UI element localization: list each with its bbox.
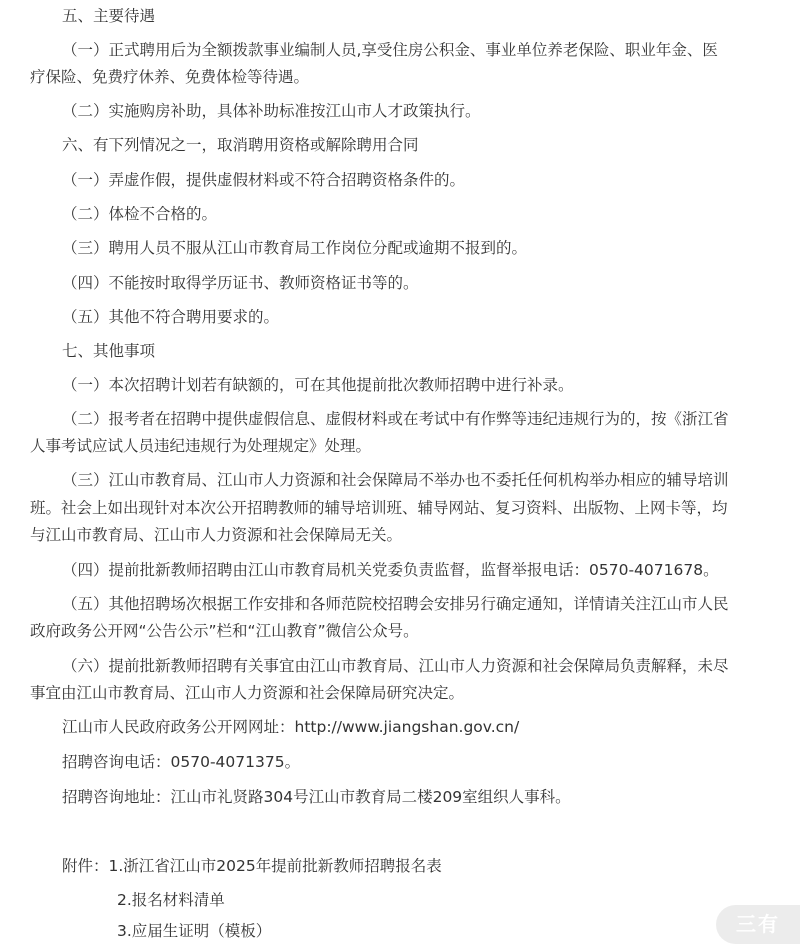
paragraph-line: 班。社会上如出现针对本次公开招聘教师的辅导培训班、辅导网站、复习资料、出版物、上网卡等，均 (30, 499, 728, 517)
attachment-link-3[interactable]: 3.应届生证明（模板） (117, 922, 272, 940)
section-heading-cancellation: 六、有下列情况之一，取消聘用资格或解除聘用合同 (62, 136, 419, 154)
paragraph-line: （四）不能按时取得学历证书、教师资格证书等的。 (62, 274, 419, 292)
paragraph-line: （二）体检不合格的。 (62, 205, 218, 223)
paragraph-line: （二）报考者在招聘中提供虚假信息、虚假材料或在考试中有作弊等违纪违规行为的，按《浙江省 (62, 410, 729, 428)
paragraph-line: （一）弄虚作假，提供虚假材料或不符合招聘资格条件的。 (62, 171, 466, 189)
paragraph-line: （四）提前批新教师招聘由江山市教育局机关党委负责监督，监督举报电话：0570-4071678。 (62, 561, 719, 579)
attachment-link-2[interactable]: 2.报名材料清单 (117, 891, 225, 909)
paragraph-line: （一）正式聘用后为全额拨款事业编制人员,享受住房公积金、事业单位养老保险、职业年金、医 (62, 41, 718, 59)
paragraph-line: 事宜由江山市教育局、江山市人力资源和社会保障局研究决定。 (30, 684, 465, 702)
paragraph-line: （三）江山市教育局、江山市人力资源和社会保障局不举办也不委托任何机构举办相应的辅导培训 (62, 471, 729, 489)
watermark-logo: 三有 (716, 905, 800, 944)
section-heading-other: 七、其他事项 (62, 342, 156, 360)
paragraph-line: （三）聘用人员不服从江山市教育局工作岗位分配或逾期不报到的。 (62, 239, 528, 257)
address-line: 招聘咨询地址：江山市礼贤路304号江山市教育局二楼209室组织人事科。 (62, 788, 571, 806)
section-heading-benefits: 五、主要待遇 (62, 7, 156, 25)
paragraph-line: （二）实施购房补助，具体补助标准按江山市人才政策执行。 (62, 102, 481, 120)
paragraph-line: （六）提前批新教师招聘有关事宜由江山市教育局、江山市人力资源和社会保障局负责解释，未尽 (62, 657, 729, 675)
paragraph-line: 政府政务公开网“公告公示”栏和“江山教育”微信公众号。 (30, 622, 419, 640)
paragraph-line: 人事考试应试人员违纪违规行为处理规定》处理。 (30, 437, 372, 455)
paragraph-line: （一）本次招聘计划若有缺额的，可在其他提前批次教师招聘中进行补录。 (62, 376, 574, 394)
paragraph-line: 与江山市教育局、江山市人力资源和社会保障局无关。 (30, 526, 403, 544)
paragraph-line: 疗保险、免费疗休养、免费体检等待遇。 (30, 68, 310, 86)
phone-line: 招聘咨询电话：0570-4071375。 (62, 753, 301, 771)
website-line: 江山市人民政府政务公开网网址：http://www.jiangshan.gov.cn/ (62, 718, 520, 736)
paragraph-line: （五）其他不符合聘用要求的。 (62, 308, 280, 326)
paragraph-line: （五）其他招聘场次根据工作安排和各师范院校招聘会安排另行确定通知，详情请关注江山市人民 (62, 595, 729, 613)
attachment-link-1[interactable]: 附件：1.浙江省江山市2025年提前批新教师招聘报名表 (62, 857, 442, 875)
